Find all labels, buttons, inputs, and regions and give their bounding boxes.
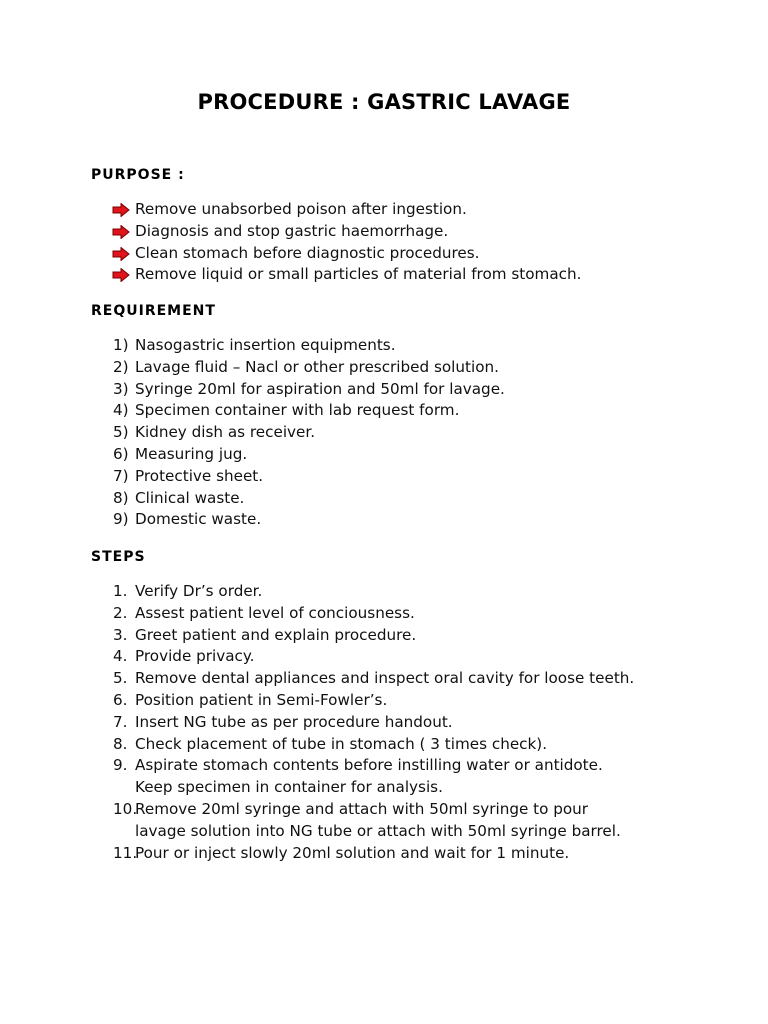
step-number: 3. [113,625,128,644]
item-number: 4) [113,401,129,420]
purpose-heading: PURPOSE : [91,167,185,183]
red-arrow-icon [112,247,130,261]
steps-heading: STEPS [91,549,146,565]
item-number: 8) [113,488,129,507]
step-text: Remove dental appliances and inspect oral cavity for loose teeth. [135,669,635,688]
step-text: Check placement of tube in stomach ( 3 times check). [135,734,548,753]
step-number: 10. [113,799,138,818]
step-number: 9. [113,756,128,775]
purpose-item-text: Remove unabsorbed poison after ingestion. [135,200,467,218]
item-number: 5) [113,423,129,442]
step-text: Remove 20ml syringe and attach with 50ml syringe to pour [135,799,589,818]
step-number: 11. [113,843,138,862]
step-text-continuation: Keep specimen in container for analysis. [135,778,443,797]
purpose-item-text: Clean stomach before diagnostic procedures. [135,243,480,262]
page-title: PROCEDURE : GASTRIC LAVAGE [197,90,571,114]
item-text: Clinical waste. [135,488,245,507]
purpose-item-text: Remove liquid or small particles of material from stomach. [135,265,582,284]
red-arrow-icon [112,268,130,282]
item-text: Syringe 20ml for aspiration and 50ml for lavage. [135,379,505,398]
item-text: Nasogastric insertion equipments. [135,336,396,354]
step-text: Insert NG tube as per procedure handout. [135,712,453,731]
step-text: Greet patient and explain procedure. [135,625,417,644]
step-number: 7. [113,712,128,731]
step-number: 1. [113,582,128,600]
step-number: 8. [113,734,128,753]
item-number: 6) [113,444,129,463]
item-text: Measuring jug. [135,444,248,463]
step-text: Assest patient level of conciousness. [135,603,415,622]
step-number: 6. [113,690,128,709]
item-text: Lavage fluid – Nacl or other prescribed solution. [135,357,499,376]
item-text: Kidney dish as receiver. [135,423,316,442]
step-number: 2. [113,603,128,622]
requirement-heading: REQUIREMENT [91,303,216,319]
item-number: 9) [113,510,129,529]
item-number: 7) [113,466,129,485]
step-number: 4. [113,647,128,666]
red-arrow-icon [112,203,130,217]
item-text: Domestic waste. [135,510,262,529]
step-text-continuation: lavage solution into NG tube or attach with 50ml syringe barrel. [135,821,621,840]
red-arrow-icon [112,225,130,239]
item-number: 2) [113,357,129,376]
step-text: Position patient in Semi-Fowler’s. [135,690,388,709]
step-text: Provide privacy. [135,647,255,666]
step-number: 5. [113,669,128,688]
step-text: Verify Dr’s order. [135,582,263,600]
item-text: Protective sheet. [135,466,264,485]
step-text: Aspirate stomach contents before instilling water or antidote. [135,756,603,775]
purpose-item-text: Diagnosis and stop gastric haemorrhage. [135,221,449,240]
item-number: 1) [113,336,129,354]
step-text: Pour or inject slowly 20ml solution and wait for 1 minute. [135,843,570,862]
item-text: Specimen container with lab request form. [135,401,460,420]
item-number: 3) [113,379,129,398]
